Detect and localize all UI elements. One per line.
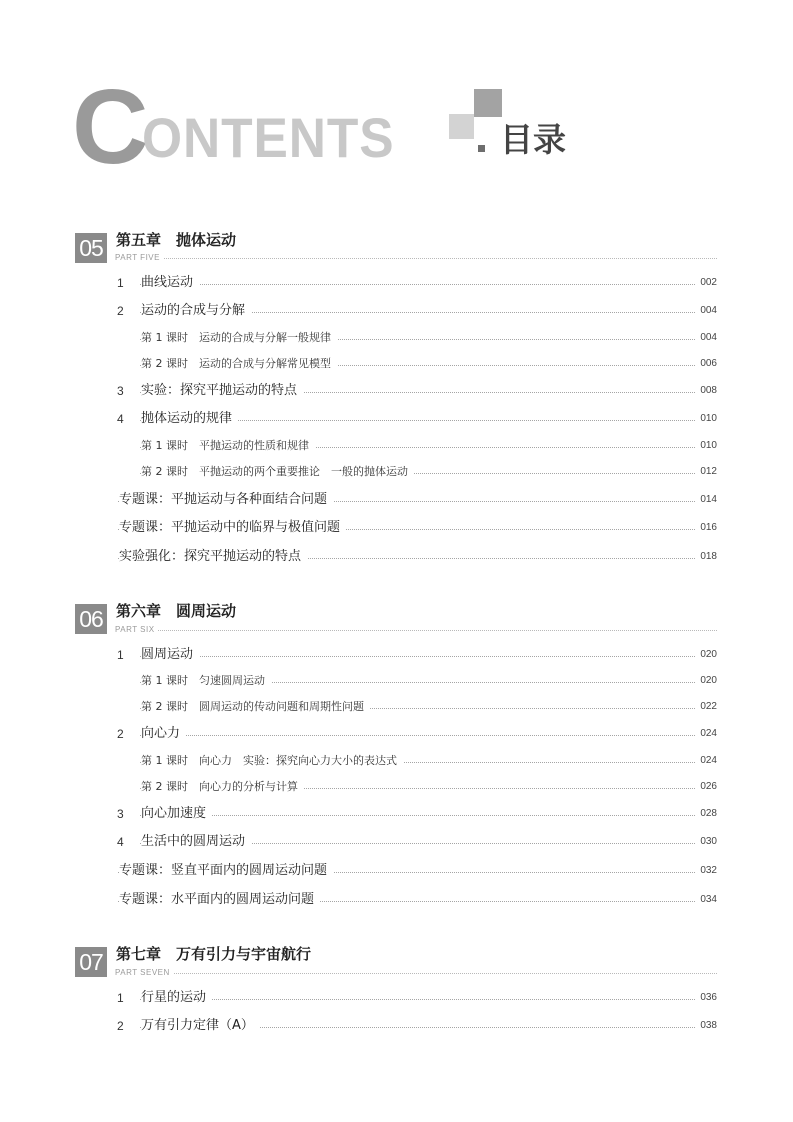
entry-page: 028	[696, 804, 717, 824]
entry-page: 018	[696, 547, 717, 567]
decorative-square-dot	[478, 145, 485, 152]
dot-leader	[140, 815, 711, 816]
entry-page: 010	[696, 409, 717, 429]
chapter-number-badge: 05	[75, 233, 107, 263]
chapter-divider	[174, 973, 717, 974]
entry-title: 行星的运动	[141, 988, 212, 1008]
contents-word: ONTENTS	[142, 106, 395, 169]
chapter-divider	[158, 630, 717, 631]
entry-title: 向心加速度	[141, 804, 212, 824]
entry-title: 第 2 课时 圆周运动的传动问题和周期性问题	[141, 697, 370, 717]
entry-page: 024	[696, 724, 717, 744]
toc-entry[interactable]	[0, 462, 793, 482]
toc-entry[interactable]	[0, 724, 793, 744]
chapter-part-label: PART SIX	[115, 625, 155, 634]
entry-page: 004	[696, 301, 717, 321]
dot-leader	[140, 999, 711, 1000]
entry-title: 实验强化：探究平抛运动的特点	[119, 547, 307, 567]
contents-initial-letter: C	[72, 68, 149, 186]
entry-number: 1	[117, 276, 124, 290]
entry-title: 实验：探究平抛运动的特点	[141, 381, 303, 401]
entry-number: 1	[117, 991, 124, 1005]
chapter-title: 第六章 圆周运动	[116, 602, 237, 620]
toc-entry[interactable]	[0, 490, 793, 510]
entry-page: 004	[696, 328, 717, 348]
entry-title: 第 1 课时 平抛运动的性质和规律	[141, 436, 315, 456]
entry-page: 034	[696, 890, 717, 910]
chapter-part-label: PART FIVE	[115, 253, 160, 262]
toc-entry[interactable]	[0, 436, 793, 456]
entry-page: 006	[696, 354, 717, 374]
entry-title: 圆周运动	[141, 645, 199, 665]
decorative-square-small	[449, 114, 474, 139]
toc-entry[interactable]	[0, 328, 793, 348]
entry-title: 生活中的圆周运动	[141, 832, 251, 852]
dot-leader	[140, 656, 711, 657]
entry-page: 030	[696, 832, 717, 852]
entry-page: 036	[696, 988, 717, 1008]
entry-page: 020	[696, 645, 717, 665]
entry-title: 第 1 课时 向心力 实验：探究向心力大小的表达式	[141, 751, 403, 771]
entry-number: 4	[117, 835, 124, 849]
dot-leader	[140, 735, 711, 736]
entry-page: 012	[696, 462, 717, 482]
entry-page: 038	[696, 1016, 717, 1036]
entry-number: 2	[117, 727, 124, 741]
entry-title: 运动的合成与分解	[141, 301, 251, 321]
entry-number: 3	[117, 384, 124, 398]
entry-number: 2	[117, 1019, 124, 1033]
entry-number: 2	[117, 304, 124, 318]
entry-page: 032	[696, 861, 717, 881]
entry-number: 4	[117, 412, 124, 426]
entry-title: 第 2 课时 向心力的分析与计算	[141, 777, 304, 797]
entry-title: 第 1 课时 运动的合成与分解一般规律	[141, 328, 337, 348]
entry-title: 第 2 课时 运动的合成与分解常见模型	[141, 354, 337, 374]
entry-title: 曲线运动	[141, 273, 199, 293]
toc-entry[interactable]	[0, 804, 793, 824]
entry-page: 016	[696, 518, 717, 538]
toc-entry[interactable]	[0, 890, 793, 910]
entry-page: 024	[696, 751, 717, 771]
entry-page: 002	[696, 273, 717, 293]
dot-leader	[140, 284, 711, 285]
mulu-title: 目录	[500, 120, 566, 159]
entry-title: 专题课：平抛运动与各种面结合问题	[119, 490, 333, 510]
toc-entry[interactable]	[0, 1016, 793, 1036]
toc-entry[interactable]	[0, 751, 793, 771]
chapter-number-badge: 06	[75, 604, 107, 634]
entry-title: 第 2 课时 平抛运动的两个重要推论 一般的抛体运动	[141, 462, 414, 482]
toc-entry[interactable]	[0, 301, 793, 321]
entry-title: 万有引力定律（A）	[141, 1016, 260, 1036]
toc-entry[interactable]	[0, 547, 793, 567]
toc-entry[interactable]	[0, 861, 793, 881]
toc-entry[interactable]	[0, 697, 793, 717]
entry-page: 020	[696, 671, 717, 691]
toc-entry[interactable]	[0, 645, 793, 665]
entry-page: 026	[696, 777, 717, 797]
decorative-square-large	[474, 89, 502, 117]
entry-title: 向心力	[141, 724, 186, 744]
toc-entry[interactable]	[0, 988, 793, 1008]
toc-entry[interactable]	[0, 409, 793, 429]
entry-number: 1	[117, 648, 124, 662]
chapter-title: 第五章 抛体运动	[116, 231, 237, 249]
chapter-title: 第七章 万有引力与宇宙航行	[116, 945, 312, 963]
entry-page: 008	[696, 381, 717, 401]
entry-title: 专题课：竖直平面内的圆周运动问题	[119, 861, 333, 881]
toc-entry[interactable]	[0, 273, 793, 293]
contents-header	[0, 0, 793, 200]
chapter-divider	[164, 258, 717, 259]
toc-entry[interactable]	[0, 354, 793, 374]
toc-entry[interactable]	[0, 671, 793, 691]
chapter-number-badge: 07	[75, 947, 107, 977]
entry-title: 抛体运动的规律	[141, 409, 238, 429]
chapter-part-label: PART SEVEN	[115, 968, 170, 977]
entry-page: 014	[696, 490, 717, 510]
entry-title: 专题课：平抛运动中的临界与极值问题	[119, 518, 346, 538]
entry-number: 3	[117, 807, 124, 821]
toc-entry[interactable]	[0, 518, 793, 538]
entry-page: 010	[696, 436, 717, 456]
toc-entry[interactable]	[0, 832, 793, 852]
toc-entry[interactable]	[0, 381, 793, 401]
toc-entry[interactable]	[0, 777, 793, 797]
entry-title: 第 1 课时 匀速圆周运动	[141, 671, 271, 691]
entry-title: 专题课：水平面内的圆周运动问题	[119, 890, 320, 910]
entry-page: 022	[696, 697, 717, 717]
